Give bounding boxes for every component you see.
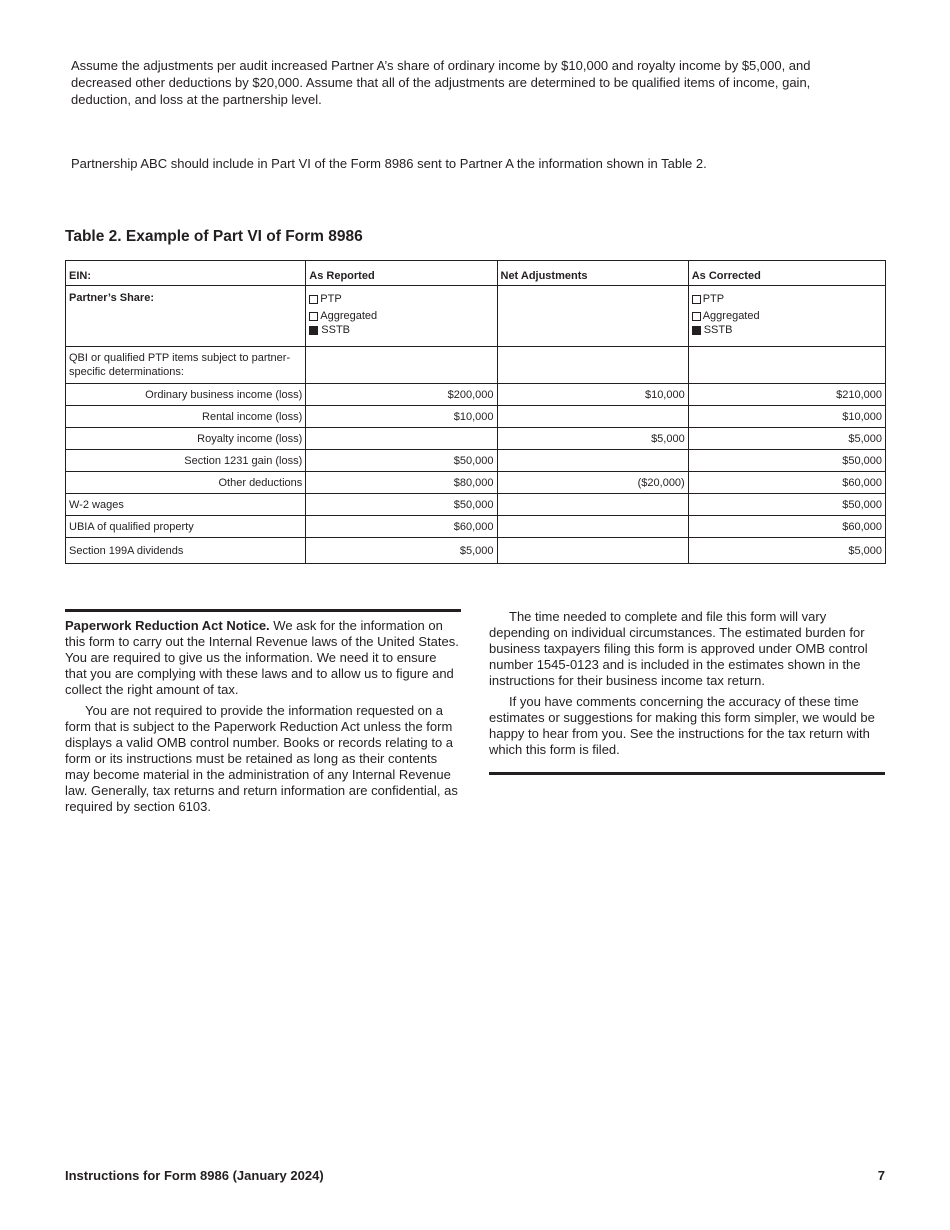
header-as-corrected: As Corrected — [688, 261, 885, 286]
notice-paragraph-1 — [65, 618, 461, 698]
checkbox-empty-icon — [309, 312, 318, 321]
paperwork-notice-left-column — [65, 609, 461, 820]
as-corrected-value: $50,000 — [688, 494, 885, 516]
checkbox-label: PTP — [702, 293, 725, 305]
as-reported-value: $10,000 — [306, 406, 497, 428]
table-row — [66, 494, 886, 516]
as-reported-value: $50,000 — [306, 450, 497, 472]
notice-paragraph-1-text: We ask for the information on this form to carry out the Internal Revenue laws of the United States. You are required to give us the information. We need it to ensure that you are complying with these laws and to allow us to figure and collect the right amount of tax. — [65, 618, 459, 697]
row-label: W-2 wages — [66, 494, 306, 516]
intro-paragraph-1: Assume the adjustments per audit increased Partner A’s share of ordinary income by $10,000 and royalty income by $5,000, and decreased other deductions by $20,000. Assume that all of the adjustments are determined to be qualified items of income, gain, deduction, and loss at the partnership level. — [71, 58, 811, 107]
empty-cell — [688, 347, 885, 384]
checkbox-filled-icon — [309, 326, 318, 335]
table-row — [66, 384, 886, 406]
as-corrected-value: $50,000 — [688, 450, 885, 472]
net-adjustment-value: $5,000 — [497, 428, 688, 450]
row-label: Section 199A dividends — [66, 538, 306, 564]
as-reported-value: $50,000 — [306, 494, 497, 516]
net-adjustment-value — [497, 538, 688, 564]
notice-paragraph-4: If you have comments concerning the accuracy of these time estimates or suggestions for making this form simpler, we would be happy to hear from you. See the instructions for the tax return with which this form is filed. — [489, 694, 875, 757]
checkbox-aggregated-corrected[interactable] — [692, 309, 882, 323]
as-corrected-value: $5,000 — [688, 428, 885, 450]
as-reported-value — [306, 428, 497, 450]
as-corrected-value: $210,000 — [688, 384, 885, 406]
net-adjustment-value — [497, 406, 688, 428]
as-corrected-checkboxes — [688, 286, 885, 347]
checkbox-filled-icon — [692, 326, 701, 335]
table-row — [66, 428, 886, 450]
row-label: Ordinary business income (loss) — [66, 384, 306, 406]
as-reported-value: $60,000 — [306, 516, 497, 538]
checkbox-label: PTP — [320, 293, 342, 305]
qbi-label: QBI or qualified PTP items subject to partner-specific determinations: — [66, 347, 306, 384]
header-net-adjustments: Net Adjustments — [497, 261, 688, 286]
checkbox-empty-icon — [309, 295, 318, 304]
checkbox-label: Aggregated — [702, 310, 760, 322]
partner-share-label: Partner’s Share: — [66, 286, 306, 347]
checkbox-ptp-reported[interactable] — [309, 292, 493, 306]
as-corrected-value: $60,000 — [688, 516, 885, 538]
as-reported-value: $200,000 — [306, 384, 497, 406]
table-row — [66, 538, 886, 564]
table-row — [66, 450, 886, 472]
partner-share-row — [66, 286, 886, 347]
footer-title: Instructions for Form 8986 (January 2024) — [65, 1168, 324, 1183]
table-row — [66, 406, 886, 428]
as-corrected-value: $10,000 — [688, 406, 885, 428]
checkbox-sstb-corrected[interactable] — [692, 323, 882, 337]
table-title: Table 2. Example of Part VI of Form 8986 — [65, 228, 363, 245]
checkbox-label: SSTB — [703, 324, 733, 336]
as-reported-checkboxes — [306, 286, 497, 347]
net-adjustments-share-cell — [497, 286, 688, 347]
part-vi-example-table — [65, 260, 886, 564]
checkbox-empty-icon — [692, 295, 701, 304]
checkbox-sstb-reported[interactable] — [309, 323, 493, 337]
row-label: Section 1231 gain (loss) — [66, 450, 306, 472]
empty-cell — [306, 347, 497, 384]
intro-paragraph-2: Partnership ABC should include in Part VI of the Form 8986 sent to Partner A the information shown in Table 2. — [71, 156, 707, 171]
qbi-row — [66, 347, 886, 384]
as-corrected-value: $5,000 — [688, 538, 885, 564]
table-row — [66, 516, 886, 538]
net-adjustment-value — [497, 450, 688, 472]
net-adjustment-value — [497, 494, 688, 516]
checkbox-label: Aggregated — [320, 310, 378, 322]
right-column-content — [489, 609, 885, 775]
row-label: Rental income (loss) — [66, 406, 306, 428]
empty-cell — [497, 347, 688, 384]
table-header-row — [66, 261, 886, 286]
checkbox-empty-icon — [692, 312, 701, 321]
row-label: Other deductions — [66, 472, 306, 494]
net-adjustment-value: ($20,000) — [497, 472, 688, 494]
row-label: Royalty income (loss) — [66, 428, 306, 450]
checkbox-aggregated-reported[interactable] — [309, 309, 493, 323]
notice-heading: Paperwork Reduction Act Notice. — [65, 618, 270, 633]
notice-paragraph-2: You are not required to provide the information requested on a form that is subject to the Paperwork Reduction Act unless the form displays a valid OMB control number. Books or records relating to a form or its instructions must be retained as long as their contents may become material in the administration of any Internal Revenue law. Generally, tax returns and return information are confidential, as required by section 6103. — [65, 703, 458, 814]
table-row — [66, 472, 886, 494]
page-number: 7 — [877, 1168, 885, 1183]
header-ein: EIN: — [66, 261, 306, 286]
paperwork-notice-right-column — [489, 609, 885, 775]
as-reported-value: $5,000 — [306, 538, 497, 564]
checkbox-ptp-corrected[interactable] — [692, 292, 882, 306]
row-label: UBIA of qualified property — [66, 516, 306, 538]
checkbox-label: SSTB — [321, 324, 351, 336]
net-adjustment-value: $10,000 — [497, 384, 688, 406]
header-as-reported: As Reported — [306, 261, 497, 286]
as-corrected-value: $60,000 — [688, 472, 885, 494]
as-reported-value: $80,000 — [306, 472, 497, 494]
notice-paragraph-3: The time needed to complete and file this form will vary depending on individual circumstances. The estimated burden for business taxpayers filing this form is approved under OMB control number 1545-0123 and is included in the estimates shown in the instructions for their business income tax return. — [489, 609, 868, 688]
net-adjustment-value — [497, 516, 688, 538]
